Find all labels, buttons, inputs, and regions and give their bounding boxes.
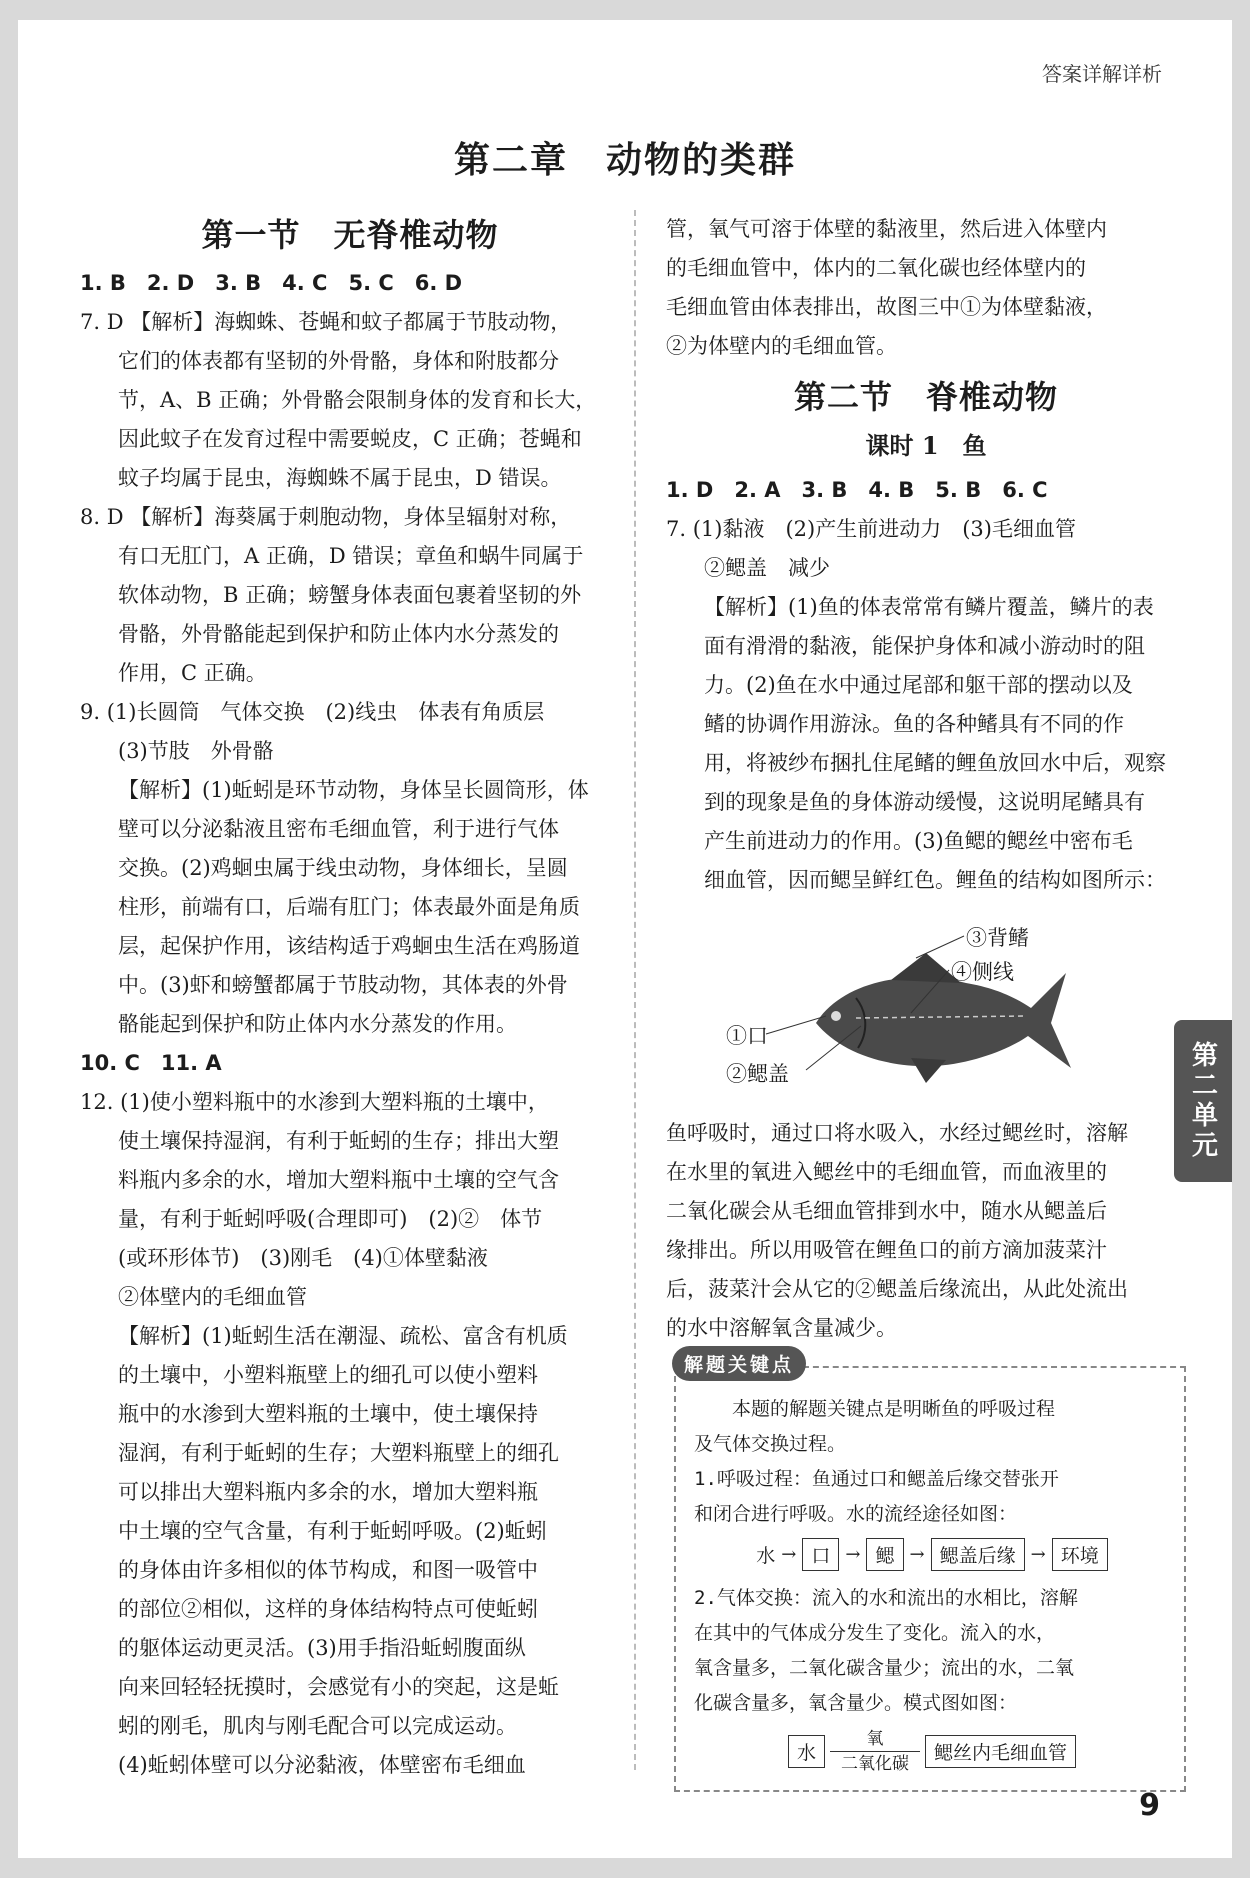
flow-step: 鳃 xyxy=(866,1538,903,1571)
text-line: 交换。(2)鸡蛔虫属于线虫动物，身体细长，呈圆 xyxy=(118,856,568,880)
text-line: 软体动物，B 正确；螃蟹身体表面包裹着坚韧的外 xyxy=(118,583,582,607)
text-line: 向来回轻轻抚摸时，会感觉有小的突起，这是蚯 xyxy=(118,1675,559,1699)
text-line: 可以排出大塑料瓶内多余的水，增加大塑料瓶 xyxy=(118,1480,538,1504)
text-line: 二氧化碳会从毛细血管排到水中，随水从鳃盖后 xyxy=(666,1199,1107,1223)
unit-side-tab: 第二单元 xyxy=(1174,1020,1232,1182)
text-line: 的部位②相似，这样的身体结构特点可使蚯蚓 xyxy=(118,1597,538,1621)
text-line: 使土壤保持湿润，有利于蚯蚓的生存；排出大塑 xyxy=(118,1129,559,1153)
text-line: 蚓的刚毛，肌肉与刚毛配合可以完成运动。 xyxy=(118,1714,517,1738)
key-point-line: 及气体交换过程。 xyxy=(694,1433,847,1455)
gas-arrows xyxy=(825,1729,925,1774)
text-line: 骼能起到保护和防止体内水分蒸发的作用。 xyxy=(118,1012,517,1036)
label-lateral-line: ④侧线 xyxy=(951,960,1014,984)
flow-arrow-icon: → xyxy=(909,1544,925,1565)
text-line: 的身体由许多相似的体节构成，和图一吸管中 xyxy=(118,1558,538,1582)
chapter-title: 第二章 动物的类群 xyxy=(453,139,796,181)
text-line: 料瓶内多余的水，增加大塑料瓶中土壤的空气含 xyxy=(118,1168,559,1192)
text-line: 管，氧气可溶于体壁的黏液里，然后进入体壁内 xyxy=(666,217,1107,241)
text-line: 7. D 【解析】海蜘蛛、苍蝇和蚊子都属于节肢动物， xyxy=(80,310,572,334)
page xyxy=(18,20,1232,1858)
text-line: 【解析】(1)蚯蚓是环节动物，身体呈长圆筒形，体 xyxy=(118,778,589,802)
right-top-lines xyxy=(666,210,1186,366)
text-line: 细血管，因而鳃呈鲜红色。鲤鱼的结构如图所示： xyxy=(704,868,1166,892)
gas-co2-label: 二氧化碳 xyxy=(841,1754,909,1774)
text-line: (或环形体节) (3)刚毛 (4)①体壁黏液 xyxy=(118,1246,488,1270)
text-line: 层，起保护作用，该结构适于鸡蛔虫生活在鸡肠道 xyxy=(118,934,580,958)
text-line: 7. (1)黏液 (2)产生前进动力 (3)毛细血管 xyxy=(666,517,1076,541)
text-line: 它们的体表都有坚韧的外骨骼，身体和附肢都分 xyxy=(118,349,559,373)
gas-exchange-diagram xyxy=(694,1729,1170,1774)
text-line: 鳍的协调作用游泳。鱼的各种鳍具有不同的作 xyxy=(704,712,1124,736)
text-line: 10. C 11. A xyxy=(80,1051,222,1075)
flow-step: 环境 xyxy=(1052,1538,1108,1571)
gas-oxygen-label: 氧 xyxy=(866,1729,884,1749)
flow-step: 水 xyxy=(756,1545,776,1567)
label-dorsal-fin: ③背鳍 xyxy=(966,926,1029,950)
text-line: 壁可以分泌黏液且密布毛细血管，利于进行气体 xyxy=(118,817,559,841)
text-line: ②为体壁内的毛细血管。 xyxy=(666,334,897,358)
text-line: 的水中溶解氧含量减少。 xyxy=(666,1316,897,1340)
text-line: 柱形，前端有口，后端有肛门；体表最外面是角质 xyxy=(118,895,580,919)
key-point-line: 氧含量多，二氧化碳含量少；流出的水，二氧 xyxy=(694,1657,1075,1679)
right-after-lines xyxy=(666,1114,1186,1348)
text-line: 8. D 【解析】海葵属于刺胞动物，身体呈辐射对称， xyxy=(80,505,572,529)
text-line: ②鳃盖 减少 xyxy=(704,556,830,580)
flow-step: 口 xyxy=(802,1538,839,1571)
text-line: 力。(2)鱼在水中通过尾部和躯干部的摆动以及 xyxy=(704,673,1133,697)
key-point-line: 在其中的气体成分发生了变化。流入的水， xyxy=(694,1622,1056,1644)
text-line: 1. B 2. D 3. B 4. C 5. C 6. D xyxy=(80,271,463,295)
header-label: 答案详解详析 xyxy=(1042,62,1162,86)
text-line: 9. (1)长圆筒 气体交换 (2)线虫 体表有角质层 xyxy=(80,700,545,724)
section-title-invertebrates: 第一节 无脊椎动物 xyxy=(201,216,499,254)
water-flow-diagram xyxy=(694,1538,1170,1571)
text-line: 缘排出。所以用吸管在鲤鱼口的前方滴加菠菜汁 xyxy=(666,1238,1107,1262)
text-line: 瓶中的水渗到大塑料瓶的土壤中，使土壤保持 xyxy=(118,1402,538,1426)
fish-figure xyxy=(666,908,1186,1108)
text-line: 湿润，有利于蚯蚓的生存；大塑料瓶壁上的细孔 xyxy=(118,1441,559,1465)
text-line: 鱼呼吸时，通过口将水吸入，水经过鳃丝时，溶解 xyxy=(666,1121,1128,1145)
label-operculum: ②鳃盖 xyxy=(726,1062,789,1086)
text-line: 中。(3)虾和螃蟹都属于节肢动物，其体表的外骨 xyxy=(118,973,568,997)
key-points-text-2 xyxy=(694,1581,1170,1721)
text-line: 有口无肛门，A 正确，D 错误；章鱼和蜗牛同属于 xyxy=(118,544,584,568)
flow-arrow-icon: → xyxy=(1030,1544,1046,1565)
left-lines xyxy=(80,264,620,1785)
key-points-box xyxy=(674,1354,1186,1792)
gas-arrow-line xyxy=(830,1751,920,1752)
text-line: 因此蚊子在发育过程中需要蜕皮，C 正确；苍蝇和 xyxy=(118,427,582,451)
gas-capillary-box: 鳃丝内毛细血管 xyxy=(925,1735,1076,1768)
text-line: 作用，C 正确。 xyxy=(118,661,267,685)
flow-step: 鳃盖后缘 xyxy=(931,1538,1025,1571)
left-column xyxy=(80,210,620,1785)
text-line: (3)节肢 外骨骼 xyxy=(118,739,274,763)
right-column xyxy=(666,210,1186,1792)
label-mouth: ①口 xyxy=(726,1024,768,1048)
column-divider xyxy=(634,210,636,1770)
flow-arrow-icon: → xyxy=(781,1544,797,1565)
key-point-line: 1.呼吸过程：鱼通过口和鳃盖后缘交替张开 xyxy=(694,1468,1059,1490)
text-line: 量，有利于蚯蚓呼吸(合理即可) (2)② 体节 xyxy=(118,1207,543,1231)
key-points-text xyxy=(694,1392,1170,1532)
key-point-line: 2.气体交换：流入的水和流出的水相比，溶解 xyxy=(694,1587,1078,1609)
text-line: 蚊子均属于昆虫，海蜘蛛不属于昆虫，D 错误。 xyxy=(118,466,562,490)
key-point-line: 本题的解题关键点是明晰鱼的呼吸过程 xyxy=(694,1398,1056,1420)
text-line: 1. D 2. A 3. B 4. B 5. B 6. C xyxy=(666,478,1048,502)
label-leader-lines xyxy=(666,908,1186,1108)
text-line: 骨骼，外骨骼能起到保护和防止体内水分蒸发的 xyxy=(118,622,559,646)
text-line: 在水里的氧进入鳃丝中的毛细血管，而血液里的 xyxy=(666,1160,1107,1184)
lesson-title: 课时 1 鱼 xyxy=(865,431,987,460)
text-line: 节，A、B 正确；外骨骼会限制身体的发育和长大， xyxy=(118,388,597,412)
text-line: 毛细血管由体表排出，故图三中①为体壁黏液， xyxy=(666,295,1107,319)
text-line: 后，菠菜汁会从它的②鳃盖后缘流出，从此处流出 xyxy=(666,1277,1128,1301)
text-line: ②体壁内的毛细血管 xyxy=(118,1285,307,1309)
key-point-line: 化碳含量多，氧含量少。模式图如图： xyxy=(694,1692,1018,1714)
text-line: 中土壤的空气含量，有利于蚯蚓呼吸。(2)蚯蚓 xyxy=(118,1519,547,1543)
text-line: 面有滑滑的黏液，能保护身体和减小游动时的阻 xyxy=(704,634,1145,658)
text-line: 用，将被纱布捆扎住尾鳍的鲤鱼放回水中后，观察 xyxy=(704,751,1166,775)
text-line: 【解析】(1)蚯蚓生活在潮湿、疏松、富含有机质 xyxy=(118,1324,568,1348)
key-point-line: 和闭合进行呼吸。水的流经途径如图： xyxy=(694,1503,1018,1525)
section-title-vertebrates: 第二节 脊椎动物 xyxy=(793,378,1058,416)
flow-arrow-icon: → xyxy=(845,1544,861,1565)
gas-water-box: 水 xyxy=(788,1735,825,1768)
key-points-badge: 解题关键点 xyxy=(672,1346,806,1381)
text-line: 12. (1)使小塑料瓶中的水渗到大塑料瓶的土壤中， xyxy=(80,1090,549,1114)
text-line: 到的现象是鱼的身体游动缓慢，这说明尾鳍具有 xyxy=(704,790,1145,814)
text-line: (4)蚯蚓体壁可以分泌黏液，体壁密布毛细血 xyxy=(118,1753,526,1777)
text-line: 的躯体运动更灵活。(3)用手指沿蚯蚓腹面纵 xyxy=(118,1636,526,1660)
text-line: 产生前进动力的作用。(3)鱼鳃的鳃丝中密布毛 xyxy=(704,829,1133,853)
page-number: 9 xyxy=(1139,1788,1160,1823)
right-mid-lines xyxy=(666,471,1186,900)
text-line: 的土壤中，小塑料瓶壁上的细孔可以使小塑料 xyxy=(118,1363,538,1387)
text-line: 的毛细血管中，体内的二氧化碳也经体壁内的 xyxy=(666,256,1086,280)
text-line: 【解析】(1)鱼的体表常常有鳞片覆盖，鳞片的表 xyxy=(704,595,1154,619)
